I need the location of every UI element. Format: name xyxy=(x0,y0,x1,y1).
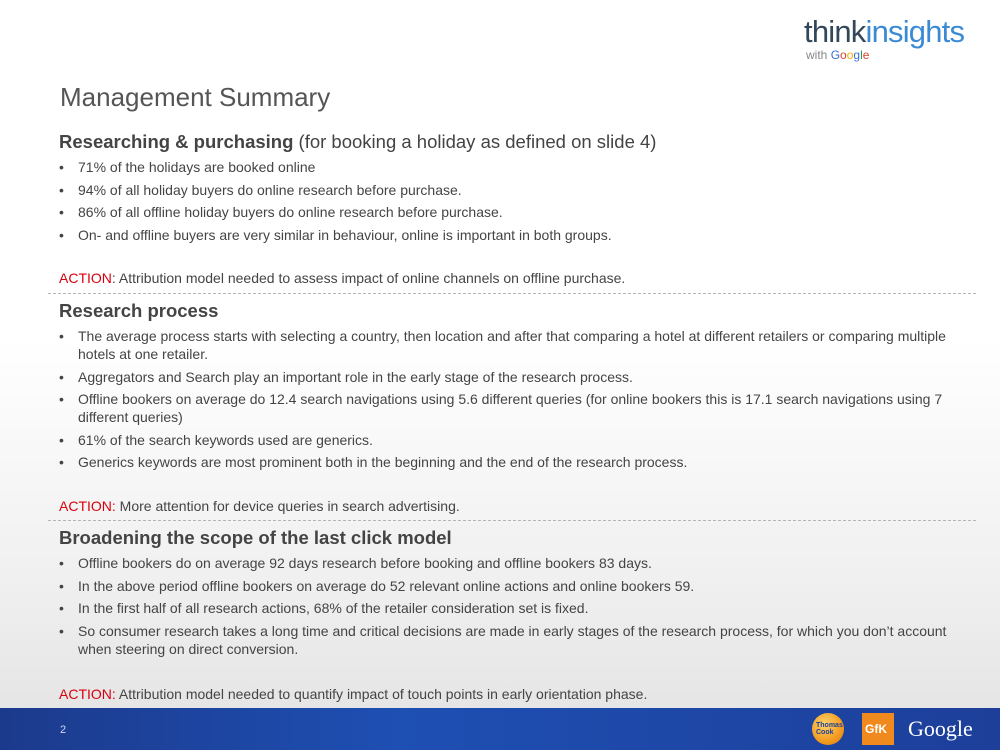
bullet-dot-icon: • xyxy=(59,622,64,639)
action-line xyxy=(59,686,647,702)
gfk-logo-text: GfK xyxy=(865,722,887,736)
section-heading-text: Broadening the scope of the last click model xyxy=(59,527,452,548)
bullet-dot-icon: • xyxy=(59,368,64,385)
bullet-list xyxy=(59,327,975,471)
thomas-cook-logo-icon xyxy=(812,713,844,745)
bullet-item xyxy=(59,327,975,363)
section-research-process xyxy=(59,299,975,476)
section-heading-text: Researching & purchasing xyxy=(59,131,294,152)
thinkinsights-logo xyxy=(804,16,984,66)
bullet-text: Offline bookers do on average 92 days research before booking and offline bookers 83 days. xyxy=(78,555,652,571)
bullet-item xyxy=(59,431,975,449)
bullet-item xyxy=(59,622,975,658)
action-text: More attention for device queries in search advertising. xyxy=(115,498,460,514)
bullet-item xyxy=(59,554,975,572)
action-text: Attribution model needed to quantify impact of touch points in early orientation phase. xyxy=(115,686,648,702)
gfk-logo-icon xyxy=(862,713,894,745)
google-logo: Google xyxy=(908,716,973,741)
bullet-text: 94% of all holiday buyers do online research before purchase. xyxy=(78,181,462,198)
bullet-text: Offline bookers on average do 12.4 search navigations using 5.6 different queries (for online bookers this is 17.1 search navigations using 7 different queries) xyxy=(78,391,943,425)
action-text: : Attribution model needed to assess impact of online channels on offline purchase. xyxy=(111,270,626,286)
bullet-dot-icon: • xyxy=(59,226,64,243)
logo-insights-text: insights xyxy=(865,14,965,49)
section-heading-note: (for booking a holiday as defined on slide 4) xyxy=(293,131,657,152)
section-divider xyxy=(48,293,976,294)
bullet-text: 71% of the holidays are booked online xyxy=(78,159,316,175)
bullet-dot-icon: • xyxy=(59,431,64,448)
section-broadening-scope xyxy=(59,526,975,662)
logo-google-letter: l xyxy=(860,48,863,62)
bullet-dot-icon: • xyxy=(59,181,64,198)
bullet-item xyxy=(59,368,975,386)
logo-google-letter: o xyxy=(840,48,847,62)
bullet-item xyxy=(59,158,975,176)
section-heading xyxy=(59,130,975,154)
bullet-item xyxy=(59,577,975,595)
section-divider xyxy=(48,520,976,521)
bullet-text: In the first half of all research actions, 68% of the retailer consideration set is fixed. xyxy=(78,600,589,616)
action-line xyxy=(59,498,460,514)
page-number: 2 xyxy=(60,724,67,736)
logo-google-letter: g xyxy=(853,48,861,62)
bullet-item xyxy=(59,390,975,426)
bullet-dot-icon: • xyxy=(59,577,64,594)
section-heading xyxy=(59,299,975,323)
bullet-text: The average process starts with selecting a country, then location and after that comparing a hotel at different retailers or comparing multiple hotels at one retailer. xyxy=(78,328,946,362)
bullet-text: In the above period offline bookers on average do 52 relevant online actions and online bookers 59. xyxy=(78,577,695,594)
logo-with-text: with xyxy=(806,48,828,62)
action-label: ACTION: xyxy=(59,686,116,702)
bullet-text: Generics keywords are most prominent both in the beginning and the end of the research process. xyxy=(78,454,688,470)
bullet-item xyxy=(59,181,975,199)
bullet-dot-icon: • xyxy=(59,159,64,175)
bullet-dot-icon: • xyxy=(59,555,64,571)
section-heading-text: Research process xyxy=(59,300,219,321)
bullet-dot-icon: • xyxy=(59,204,64,220)
bullet-dot-icon: • xyxy=(59,328,64,344)
bullet-item xyxy=(59,453,975,471)
logo-google-letter: e xyxy=(862,48,870,62)
action-label: ACTION: xyxy=(59,498,116,514)
footer-bar xyxy=(0,708,1000,750)
bullet-text: Aggregators and Search play an important role in the early stage of the research process. xyxy=(78,368,633,385)
bullet-item xyxy=(59,203,975,221)
logo-subline xyxy=(806,48,984,62)
bullet-dot-icon: • xyxy=(59,600,64,616)
action-line xyxy=(59,270,625,286)
bullet-item xyxy=(59,599,975,617)
logo-wordmark xyxy=(804,16,984,48)
action-label: ACTION xyxy=(59,270,112,286)
bullet-text: So consumer research takes a long time and critical decisions are made in early stages of the research process, for which you don’t account when steering on direct conversion. xyxy=(78,622,947,657)
bullet-item xyxy=(59,226,975,244)
bullet-text: 86% of all offline holiday buyers do online research before purchase. xyxy=(78,204,503,220)
bullet-dot-icon: • xyxy=(59,454,64,470)
logo-think-text: think xyxy=(804,14,866,49)
bullet-dot-icon: • xyxy=(59,391,64,407)
page-title: Management Summary xyxy=(60,82,331,112)
section-researching-purchasing xyxy=(59,130,975,248)
bullet-text: On- and offline buyers are very similar in behaviour, online is important in both groups. xyxy=(78,226,612,243)
bullet-list xyxy=(59,554,975,658)
thomas-cook-logo-text: Thomas Cook xyxy=(816,722,843,736)
bullet-text: 61% of the search keywords used are generics. xyxy=(78,431,373,448)
logo-google-letter: o xyxy=(846,48,854,62)
bullet-list xyxy=(59,158,975,244)
logo-google-letter: G xyxy=(830,48,841,62)
section-heading xyxy=(59,526,975,550)
